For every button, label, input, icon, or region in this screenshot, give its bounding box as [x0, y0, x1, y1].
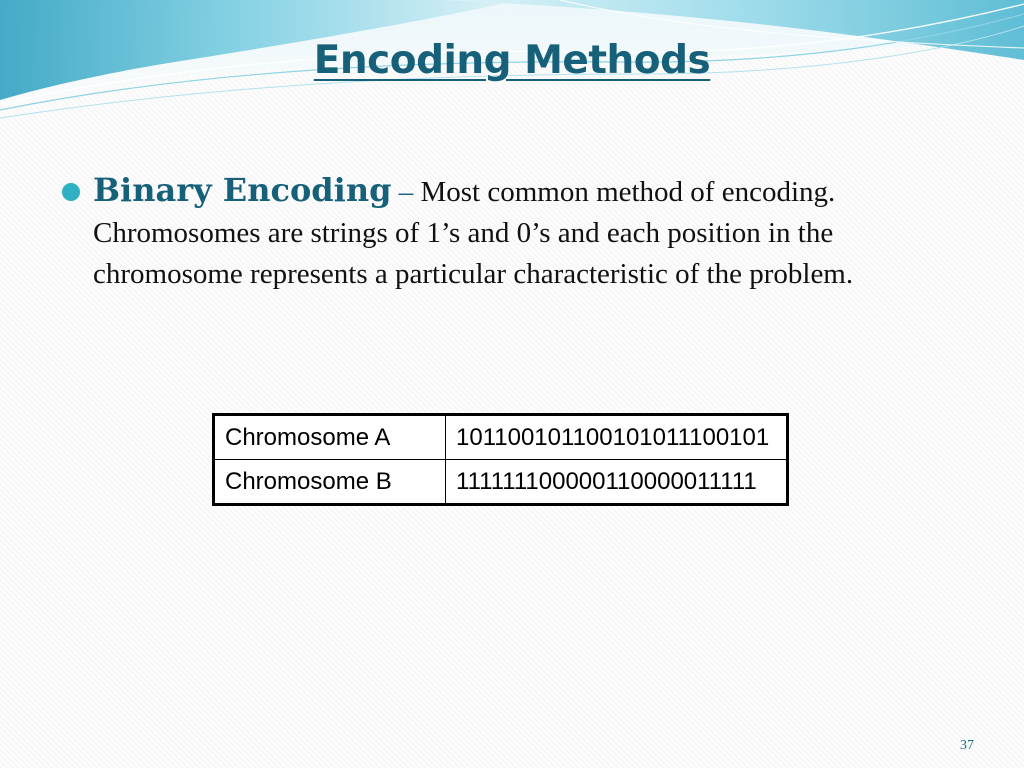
chromosome-a-value: 101100101100101011100101: [446, 415, 788, 460]
bullet-body: Most common method of encoding. Chromosomes are strings of 1’s and 0’s and each position in the chromosome represents a particular characteristic of the problem.: [93, 176, 854, 290]
chromosome-b-value: 111111100000110000011111: [446, 460, 788, 505]
page-number: 37: [960, 738, 974, 753]
bullet-dash: –: [391, 176, 421, 208]
bullet-dot-icon: [62, 183, 80, 201]
chromosome-b-label: Chromosome B: [214, 460, 446, 505]
chromosome-table: [212, 413, 789, 506]
table-row: [214, 460, 788, 505]
chromosome-a-label: Chromosome A: [214, 415, 446, 460]
bullet-heading: Binary Encoding: [93, 171, 392, 209]
slide-title: [0, 38, 1024, 83]
table-row: [214, 415, 788, 460]
slide-title-text: Encoding Methods: [313, 38, 711, 83]
bullet-paragraph: [93, 170, 962, 295]
bullet-binary-encoding: [62, 170, 962, 295]
